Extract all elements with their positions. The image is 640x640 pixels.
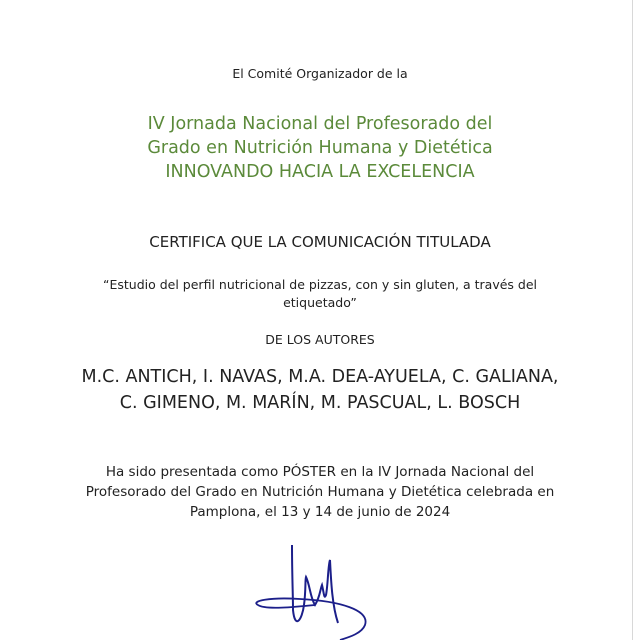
authors-line1: M.C. ANTICH, I. NAVAS, M.A. DEA-AYUELA, C. GALIANA, [81,367,559,387]
event-title-line2: Grado en Nutrición Humana y Dietética [147,138,493,158]
authors-line2: C. GIMENO, M. MARÍN, M. PASCUAL, L. BOSCH [119,393,521,413]
communication-title-line2: etiquetado” [283,295,357,310]
signature-image [240,535,380,640]
event-title [0,112,640,184]
intro-text: El Comité Organizador de la [232,66,408,81]
presentation-line2: Profesorado del Grado en Nutrición Humana y Dietética celebrada en [85,484,555,500]
event-title-line1: IV Jornada Nacional del Profesorado del [147,114,493,134]
authors-list [0,364,640,416]
communication-title [100,276,540,312]
presentation-text [0,462,640,522]
presentation-line3: Pamplona, el 13 y 14 de junio de 2024 [189,504,451,520]
presentation-line1: Ha sido presentada como PÓSTER en la IV Jornada Nacional del [105,464,535,480]
authors-label: DE LOS AUTORES [265,332,375,347]
certifica-heading: CERTIFICA QUE LA COMUNICACIÓN TITULADA [149,233,491,251]
page-edge [632,0,633,640]
communication-title-line1: “Estudio del perfil nutricional de pizzas, con y sin gluten, a través del [103,277,537,292]
event-motto: INNOVANDO HACIA LA EXCELENCIA [165,162,475,182]
